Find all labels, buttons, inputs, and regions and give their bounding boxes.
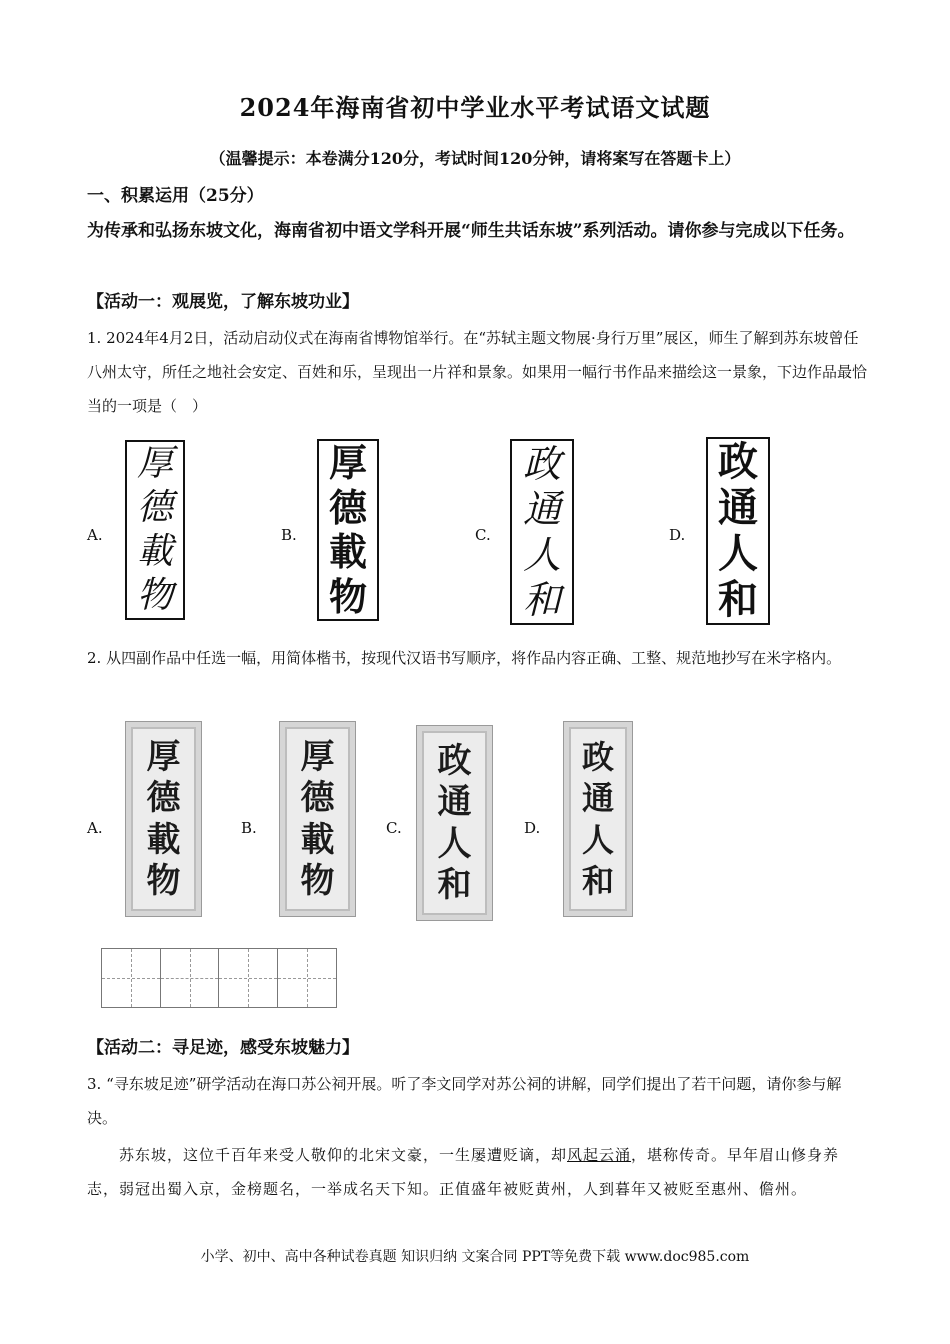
q2-option-b-photo bbox=[279, 721, 356, 917]
calligraphy-char: 德 bbox=[136, 487, 173, 528]
calligraphy-char: 厚 bbox=[146, 736, 181, 777]
calligraphy-char: 通 bbox=[581, 779, 614, 818]
passage-text-1: 苏东坡，这位千百年来受人敬仰的北宋文豪，一生屡遭贬谪，却 bbox=[119, 1146, 568, 1164]
question-2: 2. 从四副作品中任选一幅，用简体楷书，按现代汉语书写顺序，将作品内容正确、工整、规范地抄写在米字格内。 bbox=[87, 649, 842, 667]
calligraphy-char: 和 bbox=[718, 576, 758, 623]
calligraphy-char: 載 bbox=[136, 531, 173, 572]
activity-one-heading: 【活动一：观展览，了解东坡功业】 bbox=[87, 292, 359, 312]
q1-option-b-label: B. bbox=[281, 526, 297, 544]
calligraphy-char: 物 bbox=[136, 575, 173, 616]
q2-option-c-photo bbox=[416, 725, 493, 921]
calligraphy-char: 物 bbox=[300, 861, 335, 902]
q2-option-d-photo bbox=[563, 721, 633, 917]
calligraphy-char: 厚 bbox=[136, 443, 173, 484]
calligraphy-char: 厚 bbox=[300, 736, 335, 777]
calligraphy-char: 政 bbox=[437, 740, 472, 781]
q2-option-d-label: D. bbox=[524, 819, 541, 837]
calligraphy-char: 通 bbox=[718, 484, 758, 531]
passage bbox=[87, 1138, 867, 1206]
grid-cell[interactable] bbox=[102, 949, 161, 1007]
calligraphy-char: 人 bbox=[437, 823, 472, 864]
exam-tip: （温馨提示：本卷满分120分，考试时间120分钟，请将案写在答题卡上） bbox=[209, 149, 741, 168]
page-title: 2024年海南省初中学业水平考试语文试题 bbox=[239, 93, 711, 122]
q1-option-b-calligraphy bbox=[317, 439, 379, 621]
calligraphy-char: 政 bbox=[581, 737, 614, 776]
q2-option-a-label: A. bbox=[87, 819, 103, 837]
calligraphy-char: 德 bbox=[146, 778, 181, 819]
calligraphy-char: 人 bbox=[718, 530, 758, 577]
page-footer: 小学、初中、高中各种试卷真题 知识归纳 文案合同 PPT等免费下载 www.doc985.com bbox=[200, 1249, 750, 1265]
question-1: 1. 2024年4月2日，活动启动仪式在海南省博物馆举行。在“苏轼主题文物展·身行万里”展区，师生了解到苏东坡曾任八州太守，所任之地社会安定、百姓和乐，呈现出一片祥和景象。如果用一幅行书作品来描绘这一景象，下边作品最恰当的一项是（ ） bbox=[87, 329, 868, 415]
calligraphy-char: 德 bbox=[300, 778, 335, 819]
calligraphy-char: 通 bbox=[437, 782, 472, 823]
q1-option-d-label: D. bbox=[669, 526, 686, 544]
q1-option-c-calligraphy bbox=[510, 439, 574, 625]
passage-text-2: ，堪称传奇。早年眉山修身养志，弱冠出蜀入京，金榜题名，一举成名天下知。正值盛年被贬黄州，人到暮年又被贬至惠州、儋州。 bbox=[87, 1146, 840, 1198]
grid-cell[interactable] bbox=[278, 949, 337, 1007]
activity-two-heading: 【活动二：寻足迹，感受东坡魅力】 bbox=[87, 1038, 359, 1058]
grid-cell[interactable] bbox=[219, 949, 278, 1007]
q2-option-c-label: C. bbox=[386, 819, 402, 837]
q1-option-a-label: A. bbox=[87, 526, 103, 544]
intro-paragraph: 为传承和弘扬东坡文化，海南省初中语文学科开展“师生共话东坡”系列活动。请你参与完成以下任务。 bbox=[87, 221, 855, 241]
calligraphy-char: 德 bbox=[328, 484, 367, 530]
q1-option-d-calligraphy bbox=[706, 437, 770, 625]
calligraphy-char: 載 bbox=[146, 819, 181, 860]
calligraphy-char: 和 bbox=[437, 865, 472, 906]
calligraphy-char: 厚 bbox=[328, 440, 367, 486]
grid-cell[interactable] bbox=[161, 949, 220, 1007]
calligraphy-char: 政 bbox=[718, 438, 758, 485]
calligraphy-char: 通 bbox=[522, 487, 561, 532]
calligraphy-char: 人 bbox=[522, 532, 561, 577]
passage-underlined-phrase: 风起云涌 bbox=[567, 1146, 632, 1164]
calligraphy-char: 物 bbox=[328, 573, 367, 619]
calligraphy-char: 和 bbox=[522, 578, 561, 623]
q2-option-a-photo bbox=[125, 721, 202, 917]
q1-option-a-calligraphy bbox=[125, 440, 185, 620]
calligraphy-char: 物 bbox=[146, 861, 181, 902]
q1-option-c-label: C. bbox=[475, 526, 491, 544]
calligraphy-char: 人 bbox=[581, 820, 614, 859]
calligraphy-char: 載 bbox=[300, 819, 335, 860]
calligraphy-char: 和 bbox=[581, 862, 614, 901]
answer-grid[interactable] bbox=[101, 948, 337, 1008]
q2-option-b-label: B. bbox=[241, 819, 257, 837]
calligraphy-char: 載 bbox=[328, 529, 367, 575]
section-heading: 一、积累运用（25分） bbox=[87, 186, 264, 206]
question-3: 3. “寻东坡足迹”研学活动在海口苏公祠开展。听了李文同学对苏公祠的讲解，同学们提出了若干问题，请你参与解决。 bbox=[87, 1075, 842, 1127]
calligraphy-char: 政 bbox=[522, 441, 561, 486]
